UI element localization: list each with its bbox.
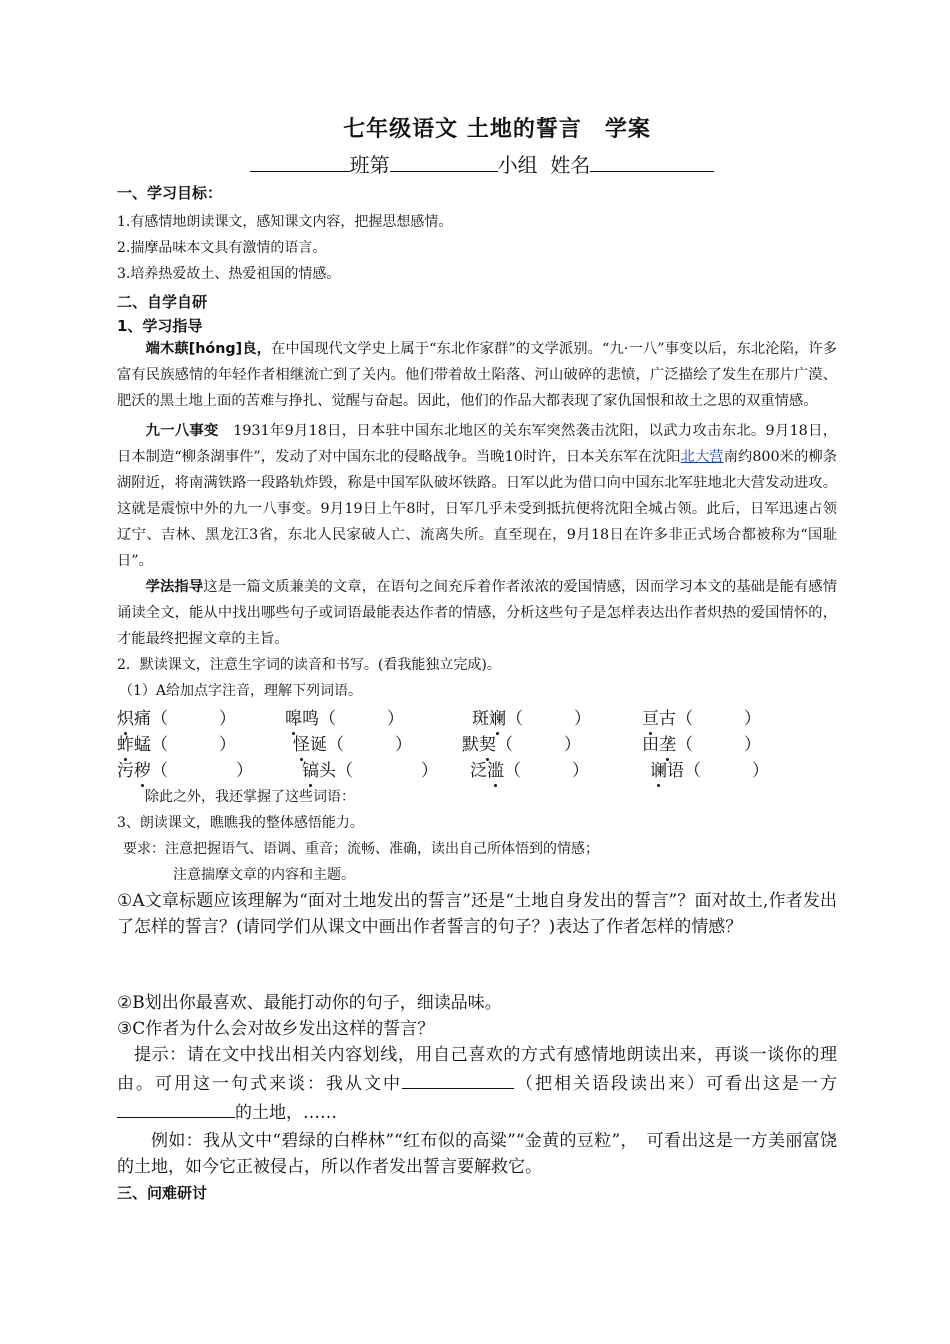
vocab-item[interactable]: 嗥鸣（ ） bbox=[285, 709, 404, 729]
event-text: 1931年9月18日，日本驻中国东北地区的关东军突然袭击沈阳，以武力攻击东北。9月18日，日本制造“柳条湖事件”，发动了对中国东北的侵略战争。当晚10时许，日本关东军在沈阳 bbox=[117, 423, 837, 465]
vocab-row bbox=[117, 730, 837, 756]
vocab-item[interactable]: 怪诞（ ） bbox=[293, 735, 412, 755]
beidaying-link[interactable]: 北大营 bbox=[680, 449, 724, 465]
example-paragraph: 例如：我从文中“碧绿的白桦林”“红布似的高粱”“金黄的豆粒”， 可看出这是一方美丽富饶的土地，如今它正被侵占，所以作者发出誓言要解救它。 bbox=[117, 1131, 837, 1177]
name-blank[interactable] bbox=[590, 151, 714, 172]
event-label: 九一八事变 bbox=[145, 423, 219, 439]
vocab-item[interactable]: 污秽（ ） bbox=[117, 761, 253, 781]
vocab-row bbox=[117, 704, 837, 730]
goal-item: 1.有感情地朗读课文，感知课文内容，把握思想感情。 bbox=[117, 214, 453, 230]
page-title: 七年级语文 土地的誓言 学案 bbox=[343, 116, 651, 142]
author-text: 在中国现代文学史上属于“东北作家群”的文学派别。“九·一八”事变以后，东北沦陷，许多富有民族感情的年轻作者相继流亡到了关内。他们带着故土陷落、河山破碎的悲愤，广泛描绘了发生在那片广漠、肥沃的黑土地上面的苦难与挣扎、觉醒与奋起。因此，他们的作品大都表现了家仇国恨和故土之思的双重情感。 bbox=[117, 341, 837, 409]
group-blank[interactable] bbox=[390, 151, 498, 172]
name-label: 姓名 bbox=[550, 153, 591, 177]
dictation-instruction: 2．默读课文，注意生字词的读音和书写。(看我能独立完成)。 bbox=[117, 657, 501, 673]
study-guide-heading: 1、学习指导 bbox=[117, 317, 203, 335]
vocab-item[interactable]: 蚱蜢（ ） bbox=[117, 735, 236, 755]
hint-blank-2[interactable] bbox=[117, 1097, 235, 1118]
goal-item: 2.揣摩品味本文具有激情的语言。 bbox=[117, 240, 327, 256]
event-text-cont: 南约800米的柳条湖附近，将南满铁路一段路轨炸毁，称是中国军队破坏铁路。日军以此为借口向中国东北军驻地北大营发动进攻。这就是震惊中外的九一八事变。9月19日上午8时，日军几乎未受到抵抗便将沈阳全城占领。此后，日军迅速占领辽宁、吉林、黑龙江3省，东北人民家破人亡、流离失所。直至现在，9月18日在许多非正式场合都被称为“国耻日”。 bbox=[117, 449, 837, 569]
vocab-item[interactable]: 炽痛（ ） bbox=[117, 709, 236, 729]
method-text: 这是一篇文质兼美的文章，在语句之间充斥着作者浓浓的爱国情感，因而学习本文的基础是能有感情诵读全文，能从中找出哪些句子或词语最能表达作者的情感，分析这些句子是怎样表达出作者炽热的爱国情怀的，才能最终把握文章的主旨。 bbox=[117, 579, 838, 647]
question-b: ②B划出你最喜欢、最能打动你的句子，细读品味。 bbox=[117, 993, 502, 1013]
question-c: ③C作者为什么会对故乡发出这样的誓言？ bbox=[117, 1019, 435, 1039]
requirement-line-2: 注意揣摩文章的内容和主题。 bbox=[173, 867, 355, 883]
question-a: ①A文章标题应该理解为“面对土地发出的誓言”还是“土地自身发出的誓言”？面对故土,作者发出了怎样的誓言？(请同学们从课文中画出作者誓言的句子？)表达了作者怎样的情感？ bbox=[117, 891, 837, 937]
vocab-item[interactable]: 镐头（ ） bbox=[302, 761, 438, 781]
class-label: 班第 bbox=[349, 153, 390, 177]
vocab-item[interactable]: 斑斓（ ） bbox=[472, 709, 591, 729]
method-label: 学法指导 bbox=[145, 579, 204, 595]
goals-list bbox=[117, 209, 837, 287]
class-info-line bbox=[127, 149, 837, 178]
requirement-line: 要求：注意把握语气、语调、重音；流畅、准确，读出自己所体悟到的情感； bbox=[123, 841, 599, 857]
pinyin-instruction: （1）A给加点字注音，理解下列词语。 bbox=[119, 683, 363, 699]
vocab-item[interactable]: 泛滥（ ） bbox=[470, 761, 589, 781]
answer-space[interactable] bbox=[117, 940, 837, 990]
author-paragraph bbox=[117, 336, 837, 414]
hint-paragraph: 提示：请在文中找出相关内容划线，用自己喜欢的方式有感情地朗读出来，再谈一谈你的理由。可用这一句式来谈：我从文中 （把相关语段读出来）可看出这是一方的土地，…… bbox=[117, 1045, 837, 1123]
group-label: 小组 bbox=[497, 153, 538, 177]
event-paragraph bbox=[117, 418, 837, 574]
section-1-heading: 一、学习目标： bbox=[117, 184, 223, 202]
class-blank[interactable] bbox=[250, 151, 350, 172]
vocab-item[interactable]: 田垄（ ） bbox=[642, 735, 761, 755]
author-label: 端木蕻[hóng]良， bbox=[145, 341, 272, 357]
vocab-item[interactable]: 亘古（ ） bbox=[642, 709, 761, 729]
reading-instruction: 3、朗读课文，瞧瞧我的整体感悟能力。 bbox=[117, 815, 364, 831]
method-paragraph bbox=[117, 574, 837, 652]
extra-words-line: 除此之外，我还掌握了这些词语： bbox=[145, 789, 355, 805]
hint-blank-1[interactable] bbox=[402, 1068, 514, 1089]
goal-item: 3.培养热爱故土、热爱祖国的情感。 bbox=[117, 266, 341, 282]
vocab-item[interactable]: 谰语（ ） bbox=[650, 761, 769, 781]
section-3-heading: 三、问难研讨 bbox=[117, 1184, 208, 1202]
vocab-item[interactable]: 默契（ ） bbox=[462, 735, 581, 755]
vocab-row bbox=[117, 756, 837, 782]
section-2-heading: 二、自学自研 bbox=[117, 293, 208, 311]
worksheet-page bbox=[117, 112, 837, 1203]
